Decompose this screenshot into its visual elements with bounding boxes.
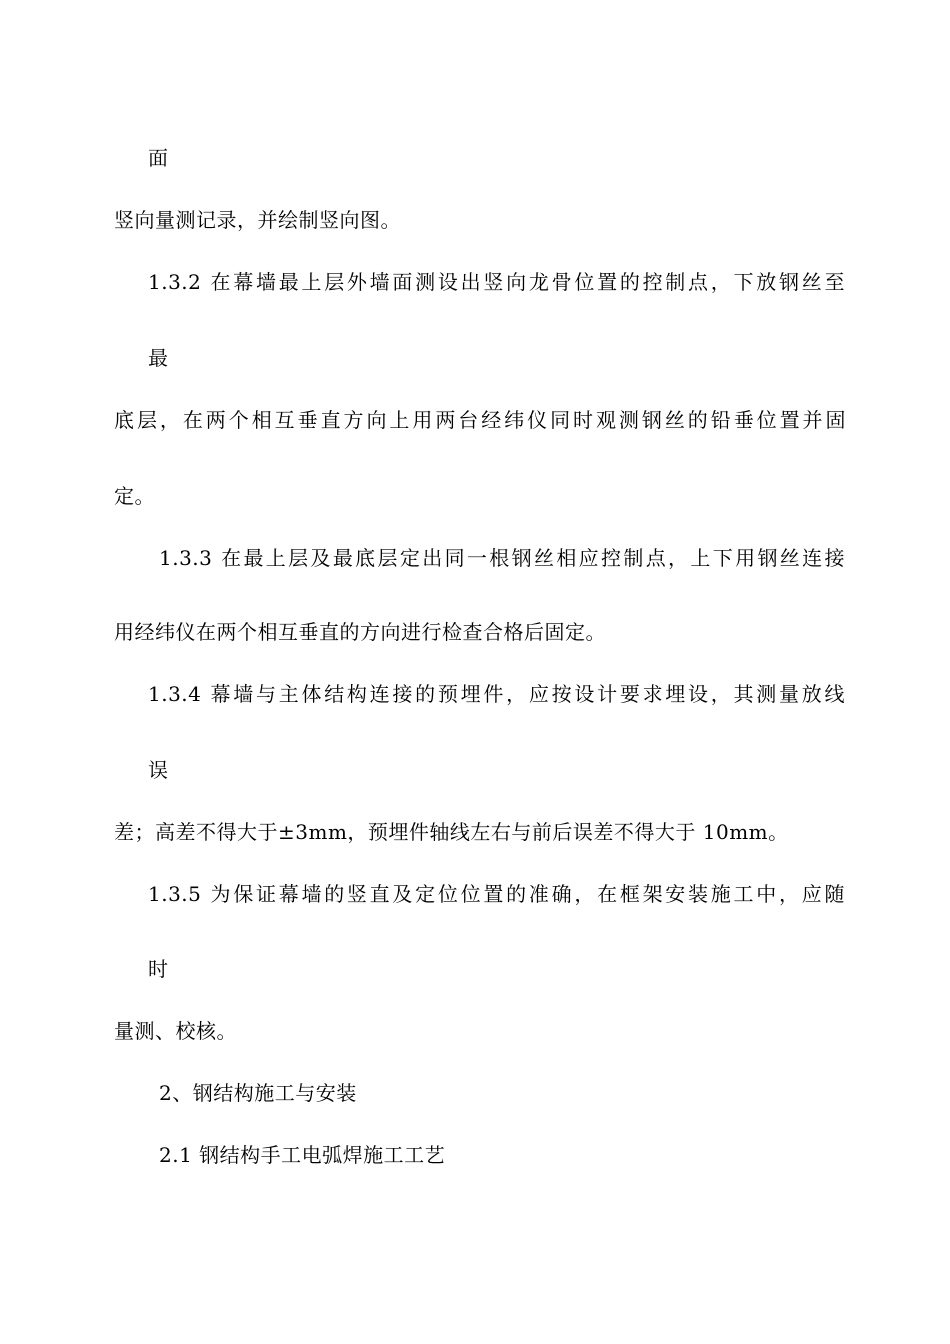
text-line-5: 底层，在两个相互垂直方向上用两台经纬仪同时观测钢丝的铅垂位置并固: [114, 408, 846, 432]
text-line-3: 1.3.2 在幕墙最上层外墙面测设出竖向龙骨位置的控制点，下放钢丝至: [148, 270, 845, 294]
text-line-14: 量测、校核。: [114, 1019, 237, 1043]
text-line-6: 定。: [114, 484, 155, 508]
text-line-12: 1.3.5 为保证幕墙的竖直及定位位置的准确，在框架安装施工中，应随: [148, 882, 845, 906]
text-line-4: 最: [148, 346, 169, 370]
text-line-7: 1.3.3 在最上层及最底层定出同一根钢丝相应控制点，上下用钢丝连接: [159, 546, 845, 570]
text-line-10: 误: [148, 758, 169, 782]
subsection-heading: 2.1 钢结构手工电弧焊施工工艺: [159, 1143, 446, 1167]
section-heading: 2、钢结构施工与安装: [159, 1081, 357, 1105]
text-line-13: 时: [148, 957, 169, 981]
text-line-1: 面: [148, 146, 169, 170]
text-line-8: 用经纬仪在两个相互垂直的方向进行检查合格后固定。: [114, 620, 606, 644]
text-line-11: 差；高差不得大于±3mm，预埋件轴线左右与前后误差不得大于 10mm。: [114, 820, 789, 844]
text-line-9: 1.3.4 幕墙与主体结构连接的预埋件，应按设计要求埋设，其测量放线: [148, 682, 845, 706]
text-line-2: 竖向量测记录，并绘制竖向图。: [114, 208, 401, 232]
